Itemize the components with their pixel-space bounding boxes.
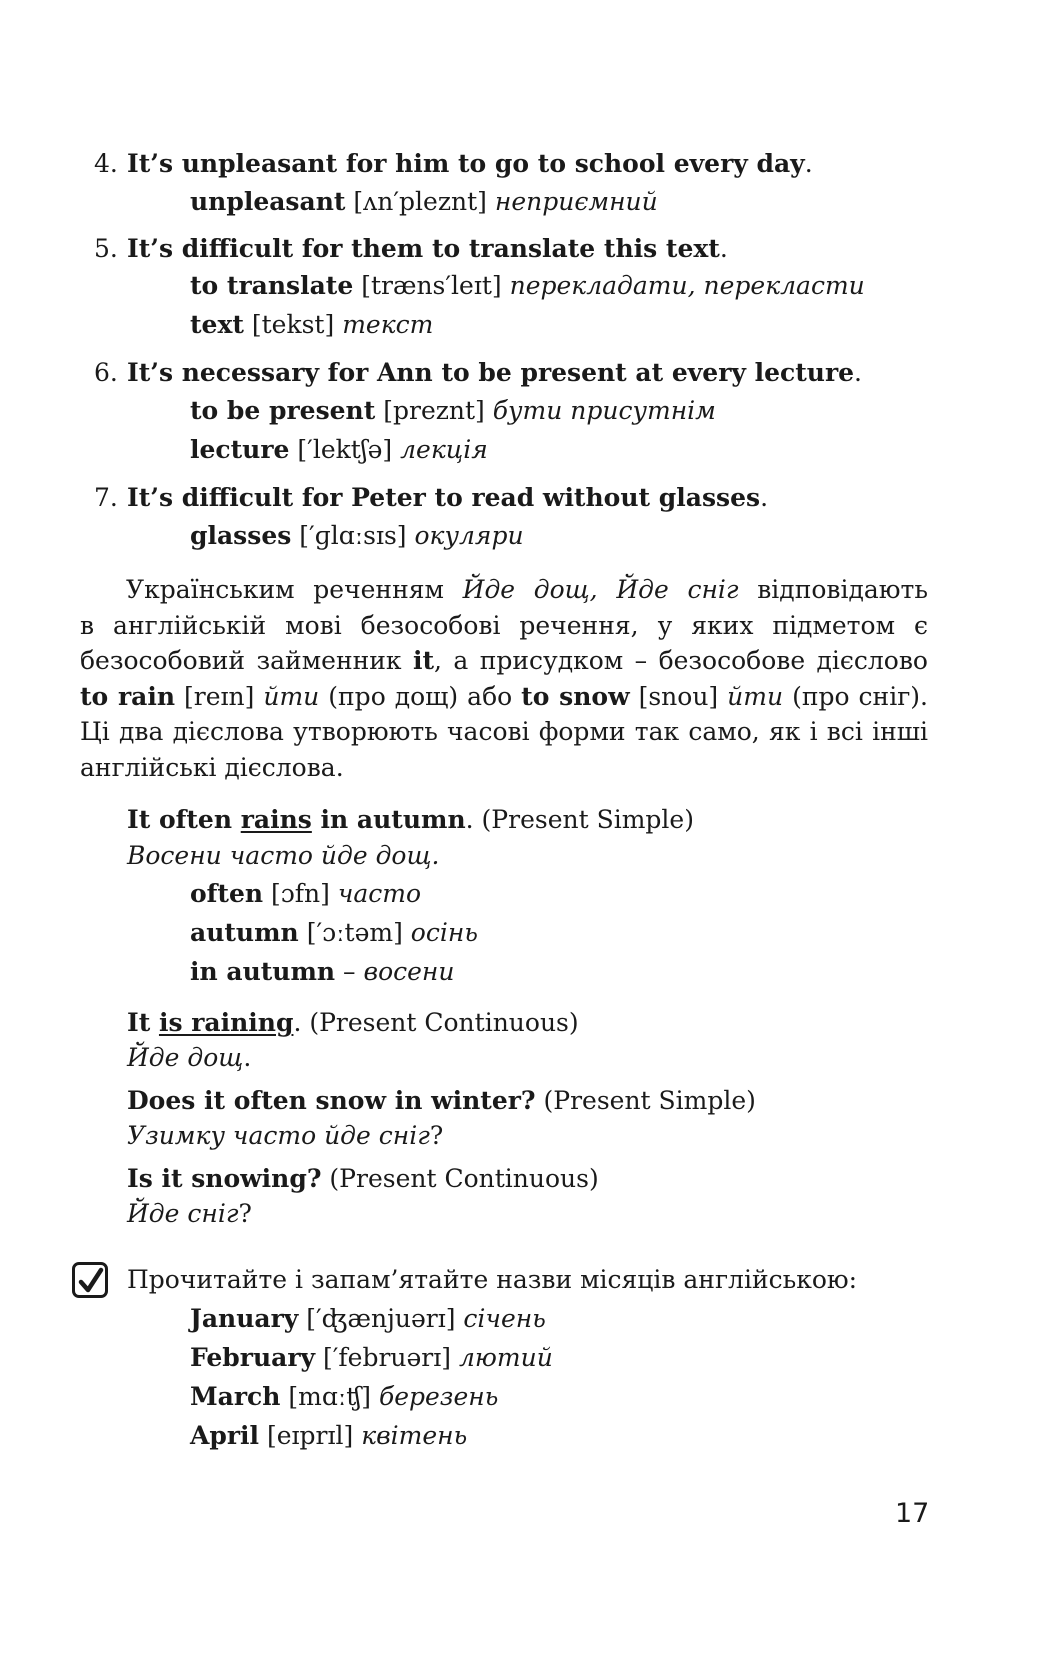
vocab-translation: неприємний: [494, 187, 658, 216]
paragraph-line: Ці два дієслова утворюють часові форми так само, як і всі інші: [80, 717, 928, 746]
sentence-text: It’s unpleasant for him to go to school every day: [127, 149, 805, 178]
sentence-punct: .: [760, 483, 769, 512]
paragraph-line: в англійській мові безособові речення, у яких підметом є: [80, 611, 928, 640]
page-number: 17: [895, 1498, 930, 1529]
month-entry: January [′ʤænjuərɪ] січень: [190, 1304, 546, 1333]
checkmark-icon: [77, 1266, 105, 1296]
sentence-text: It’s difficult for them to translate this text: [127, 234, 720, 263]
vocab-word: glasses: [190, 521, 292, 550]
vocab-entry: [190, 393, 716, 429]
vocab-translation: бути присутнім: [492, 396, 716, 425]
vocab-ipa: [træns′leɪt]: [361, 271, 502, 300]
vocab-entry: [190, 307, 433, 343]
paragraph-line: англійські дієслова.: [80, 753, 344, 782]
example-sentence: [127, 355, 862, 391]
vocab-entry: [190, 268, 865, 304]
weather-translation: Йде сніг?: [127, 1199, 252, 1228]
example-sentence: [127, 480, 768, 516]
vocab-ipa: [′lektʃə]: [297, 435, 393, 464]
weather-sentence: It often rains in autumn. (Present Simple): [127, 805, 694, 834]
weather-sentence: Does it often snow in winter? (Present Simple): [127, 1086, 756, 1115]
checkbox-icon: [72, 1262, 108, 1298]
example-number: 7.: [94, 483, 118, 512]
paragraph-line: Українським реченням Йде дощ, Йде сніг відповідають: [126, 575, 928, 604]
example-sentence: [127, 231, 728, 267]
vocab-word: unpleasant: [190, 187, 346, 216]
sentence-punct: .: [719, 234, 728, 263]
example-sentence: [127, 146, 813, 182]
month-entry: April [eɪprɪl] квітень: [190, 1421, 468, 1450]
weather-translation: Восени часто йде дощ.: [127, 841, 440, 870]
underlined-verb: rains: [240, 805, 312, 834]
sentence-punct: .: [854, 358, 862, 387]
month-entry: February [′februərɪ] лютий: [190, 1343, 553, 1372]
vocab-word: text: [190, 310, 244, 339]
vocab-entry: in autumn – восени: [190, 957, 455, 986]
weather-translation: Йде дощ.: [127, 1043, 252, 1072]
vocab-ipa: [′ɡlɑːsɪs]: [299, 521, 407, 550]
sentence-punct: .: [804, 149, 813, 178]
example-number: 6.: [94, 358, 118, 387]
sentence-text: It’s difficult for Peter to read without glasses: [127, 483, 761, 512]
underlined-verb: is raining: [158, 1008, 294, 1037]
vocab-entry: [190, 518, 524, 554]
vocab-word: lecture: [190, 435, 290, 464]
paragraph-line: to rain [reɪn] йти (про дощ) або to snow [snou] йти (про сніг).: [80, 682, 929, 711]
vocab-entry: [190, 184, 658, 220]
vocab-entry: often [ɔfn] часто: [190, 879, 422, 908]
example-number: 5.: [94, 234, 118, 263]
weather-sentence: It is raining. (Present Continuous): [127, 1008, 579, 1037]
vocab-translation: лекція: [400, 435, 488, 464]
vocab-ipa: [ʌn′pleznt]: [353, 187, 487, 216]
paragraph-line: безособовий займенник it, а присудком – безособове дієслово: [80, 646, 928, 675]
vocab-translation: текст: [342, 310, 434, 339]
month-entry: March [mɑːʧ] березень: [190, 1382, 499, 1411]
vocab-word: to be present: [190, 396, 376, 425]
weather-sentence: Is it snowing? (Present Continuous): [127, 1164, 599, 1193]
vocab-translation: перекладати, перекласти: [509, 271, 865, 300]
vocab-translation: окуляри: [414, 521, 524, 550]
vocab-word: to translate: [190, 271, 354, 300]
vocab-entry: [190, 432, 488, 468]
vocab-entry: autumn [′ɔːtəm] осінь: [190, 918, 478, 947]
vocab-ipa: [tekst]: [251, 310, 335, 339]
vocab-ipa: [preznt]: [383, 396, 485, 425]
task-instruction: Прочитайте і запам’ятайте назви місяців англійською:: [127, 1265, 858, 1294]
weather-translation: Узимку часто йде сніг?: [127, 1121, 444, 1150]
sentence-text: It’s necessary for Ann to be present at every lecture: [127, 358, 855, 387]
example-number: 4.: [94, 149, 118, 178]
